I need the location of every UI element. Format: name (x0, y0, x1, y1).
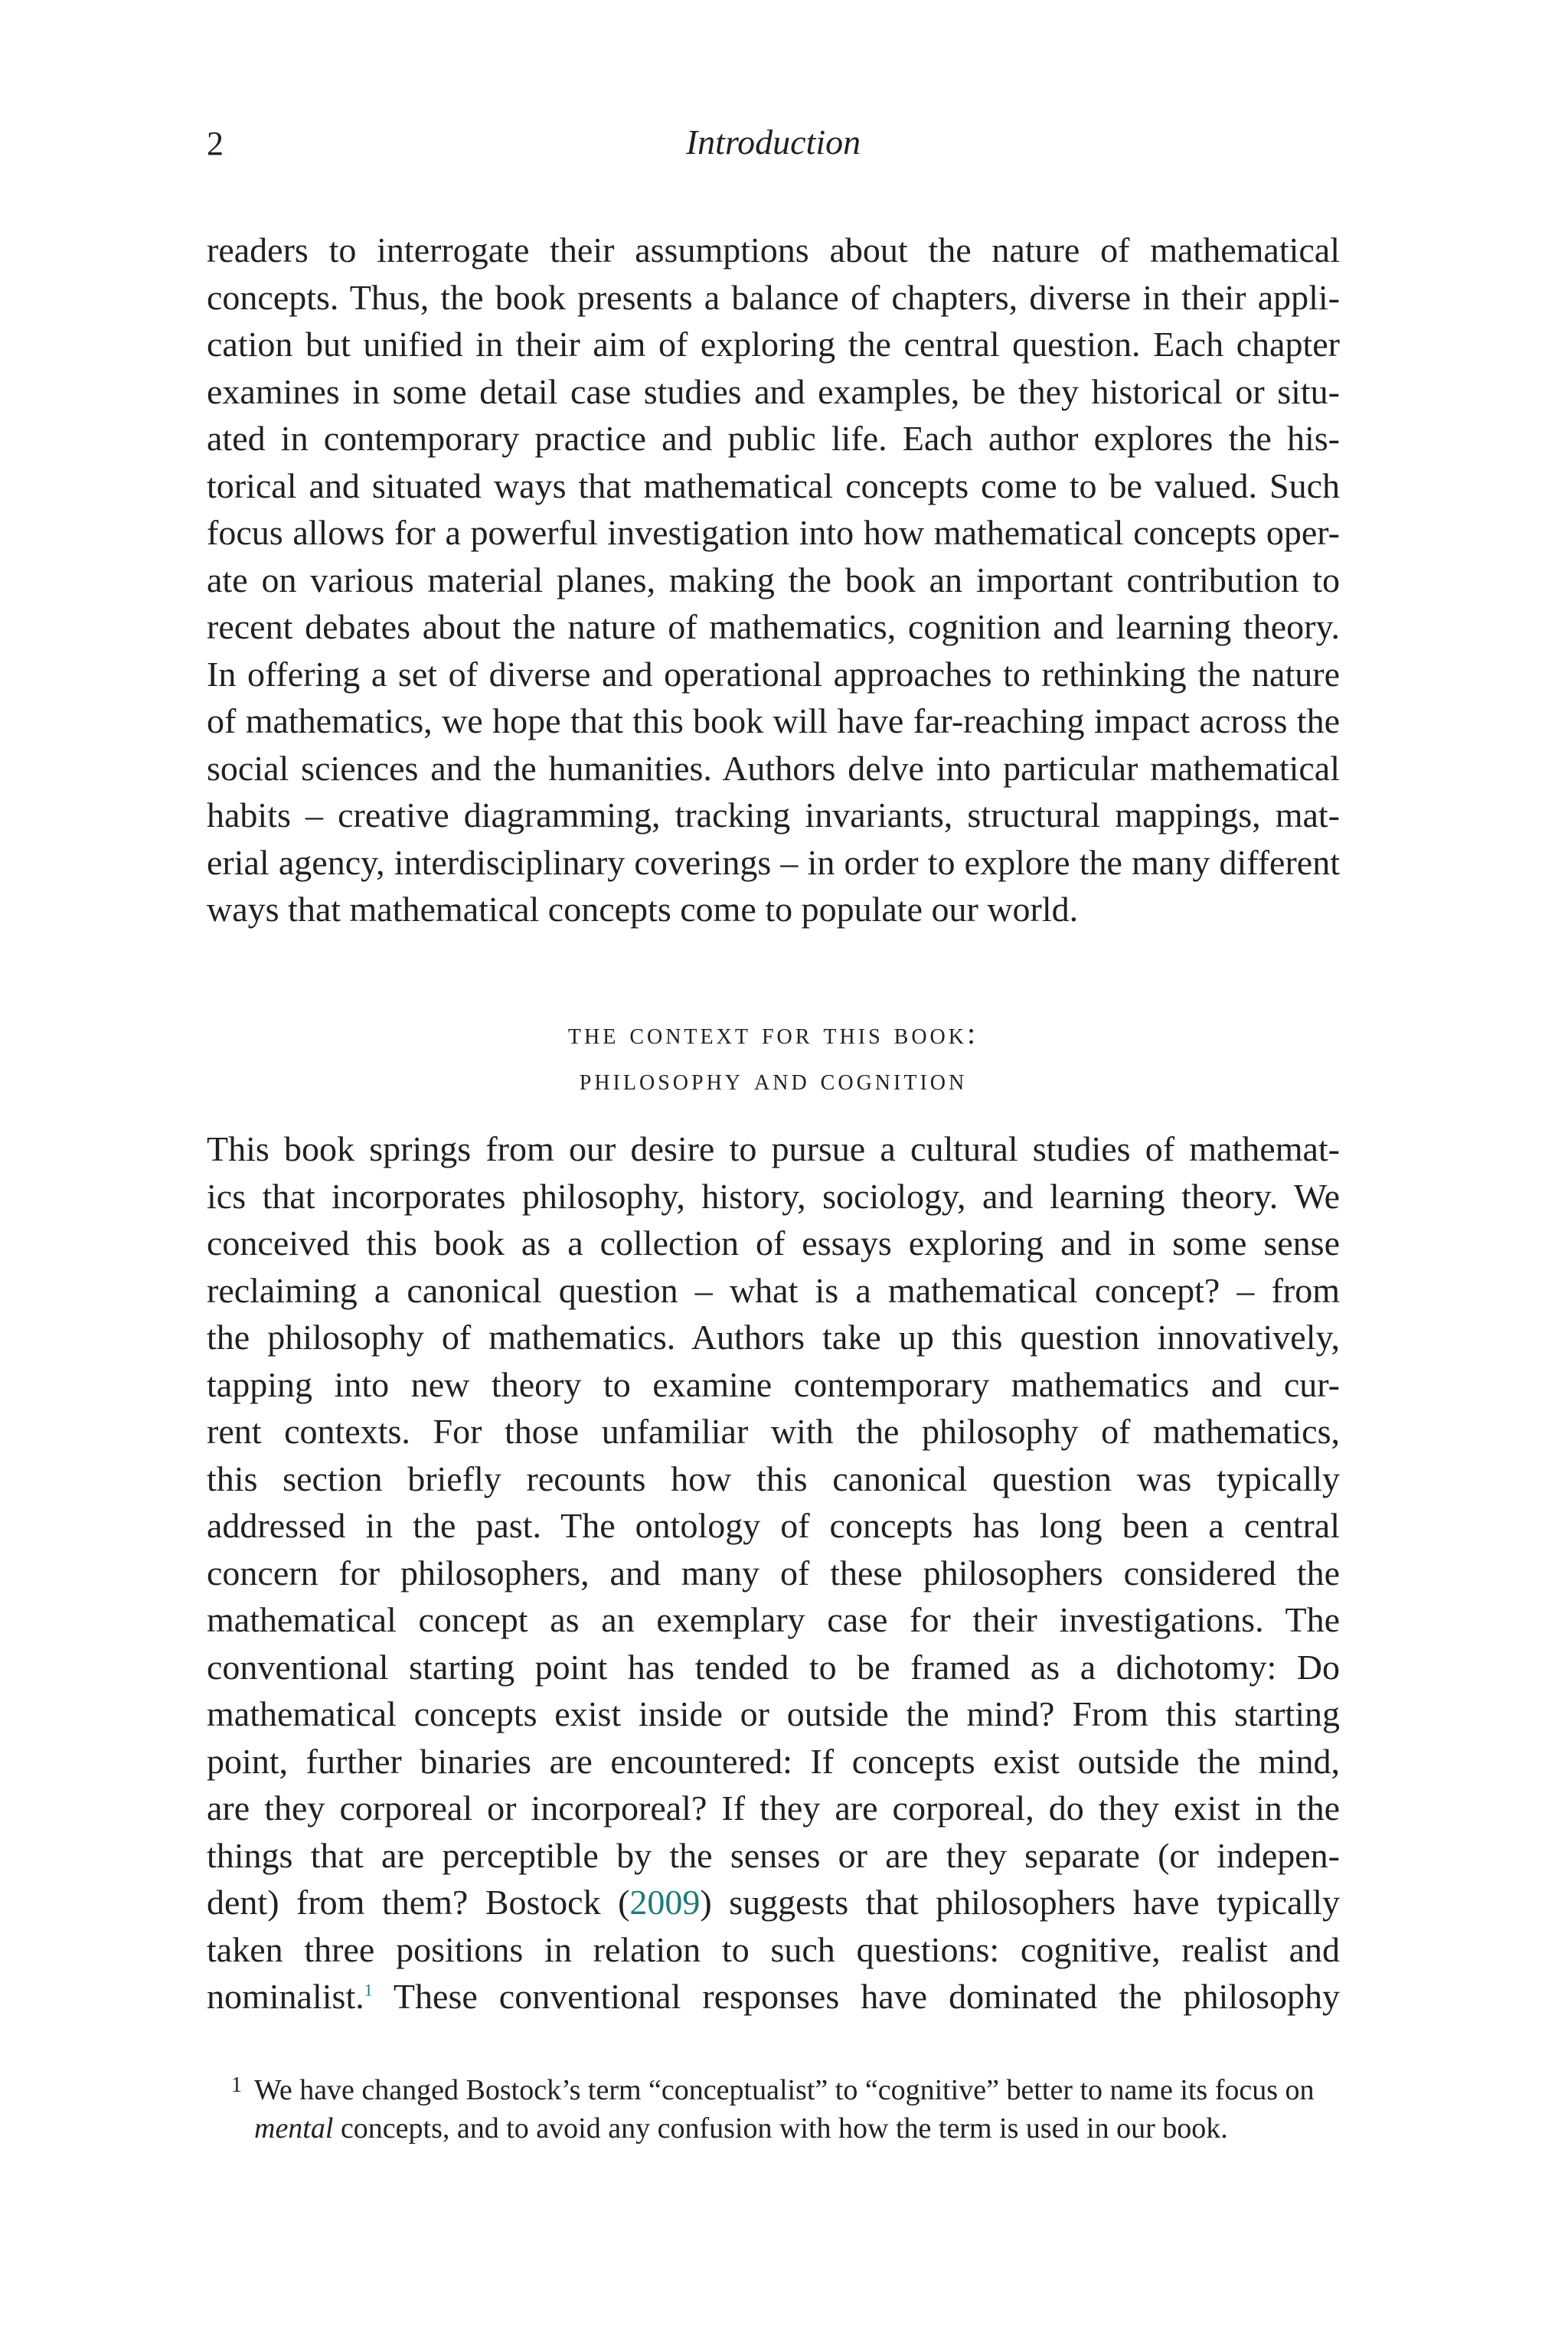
text-line: In offering a set of diverse and operational approaches to rethinking the nature (207, 654, 1340, 694)
text-line: focus allows for a powerful investigation into how mathematical concepts oper- (207, 513, 1340, 552)
text-line: reclaiming a canonical question – what is a mathematical concept? – from (207, 1270, 1340, 1310)
text-line: mathematical concept as an exemplary case for their investigations. The (207, 1600, 1340, 1639)
text-line: torical and situated ways that mathematical concepts come to be valued. Such (207, 466, 1340, 505)
text-line: ics that incorporates philosophy, history, sociology, and learning theory. We (207, 1176, 1340, 1216)
footnote-line-2-rest: concepts, and to avoid any confusion with how the term is used in our book. (333, 2112, 1228, 2145)
text-line: the philosophy of mathematics. Authors take up this question innovatively, (207, 1318, 1340, 1357)
footnote-italic-word: mental (254, 2112, 334, 2145)
paragraph-context (207, 1125, 1340, 2020)
text-line-footnote-ref (207, 1973, 1340, 2020)
line-prefix: nominalist. (207, 1977, 364, 2016)
page-number: 2 (207, 125, 224, 162)
text-line: readers to interrogate their assumptions about the nature of mathematical (207, 230, 1340, 270)
running-head-title: Introduction (685, 122, 861, 162)
text-line: ate on various material planes, making the book an important contribution to (207, 560, 1340, 599)
footnote-body (254, 2071, 1340, 2148)
text-line: point, further binaries are encountered: If concepts exist outside the mind, (207, 1741, 1340, 1781)
section-heading (207, 1011, 1340, 1102)
citation-prefix: dent) from them? Bostock ( (207, 1883, 630, 1922)
text-line: are they corporeal or incorporeal? If they are corporeal, do they exist in the (207, 1788, 1340, 1828)
text-line: tapping into new theory to examine contemporary mathematics and cur- (207, 1364, 1340, 1404)
section-heading-line-2: philosophy and cognition (579, 1062, 968, 1096)
text-line: addressed in the past. The ontology of concepts has long been a central (207, 1506, 1340, 1545)
text-line: ated in contemporary practice and public life. Each author explores the his- (207, 419, 1340, 458)
footnote (207, 2071, 1340, 2148)
text-line: taken three positions in relation to such questions: cognitive, realist and (207, 1929, 1340, 1969)
text-line-citation (207, 1879, 1340, 1926)
citation-link-bostock-2009[interactable]: 2009 (629, 1883, 701, 1922)
footnote-number: 1 (231, 2073, 242, 2097)
footnote-line-2 (254, 2109, 1340, 2148)
text-line: mathematical concepts exist inside or outside the mind? From this starting (207, 1694, 1340, 1733)
text-line: concern for philosophers, and many of these philosophers considered the (207, 1553, 1340, 1592)
footnote-line-1: We have changed Bostock’s term “conceptualist” to “cognitive” better to name its focus on (254, 2074, 1315, 2106)
text-line: of mathematics, we hope that this book will have far-reaching impact across the (207, 701, 1340, 740)
line-suffix: These conventional responses have dominated the philosophy (372, 1977, 1340, 2016)
text-line: This book springs from our desire to pursue a cultural studies of mathemat- (207, 1129, 1340, 1168)
text-line: cation but unified in their aim of exploring the central question. Each chapter (207, 325, 1340, 364)
text-line: conceived this book as a collection of essays exploring and in some sense (207, 1223, 1340, 1263)
text-line: conventional starting point has tended to be framed as a dichotomy: Do (207, 1647, 1340, 1687)
citation-suffix: ) suggests that philosophers have typically (700, 1883, 1340, 1922)
text-line: erial agency, interdisciplinary coverings – in order to explore the many different (207, 842, 1340, 882)
text-line: social sciences and the humanities. Authors delve into particular mathematical (207, 748, 1340, 788)
section-heading-line-1: the context for this book: (567, 1016, 979, 1050)
text-line: ways that mathematical concepts come to populate our world. (207, 890, 1079, 929)
text-line: rent contexts. For those unfamiliar with the philosophy of mathematics, (207, 1412, 1340, 1451)
paragraph-intro (207, 227, 1340, 933)
text-line: this section briefly recounts how this canonical question was typically (207, 1459, 1340, 1498)
text-line: examines in some detail case studies and examples, be they historical or situ- (207, 371, 1340, 411)
text-line: recent debates about the nature of mathematics, cognition and learning theory. (207, 607, 1340, 646)
text-line: habits – creative diagramming, tracking invariants, structural mappings, mat- (207, 795, 1340, 835)
footnote-reference-link[interactable]: 1 (364, 1980, 373, 2000)
text-line: things that are perceptible by the senses or are they separate (or indepen- (207, 1835, 1340, 1875)
text-line: concepts. Thus, the book presents a balance of chapters, diverse in their appli- (207, 277, 1340, 317)
